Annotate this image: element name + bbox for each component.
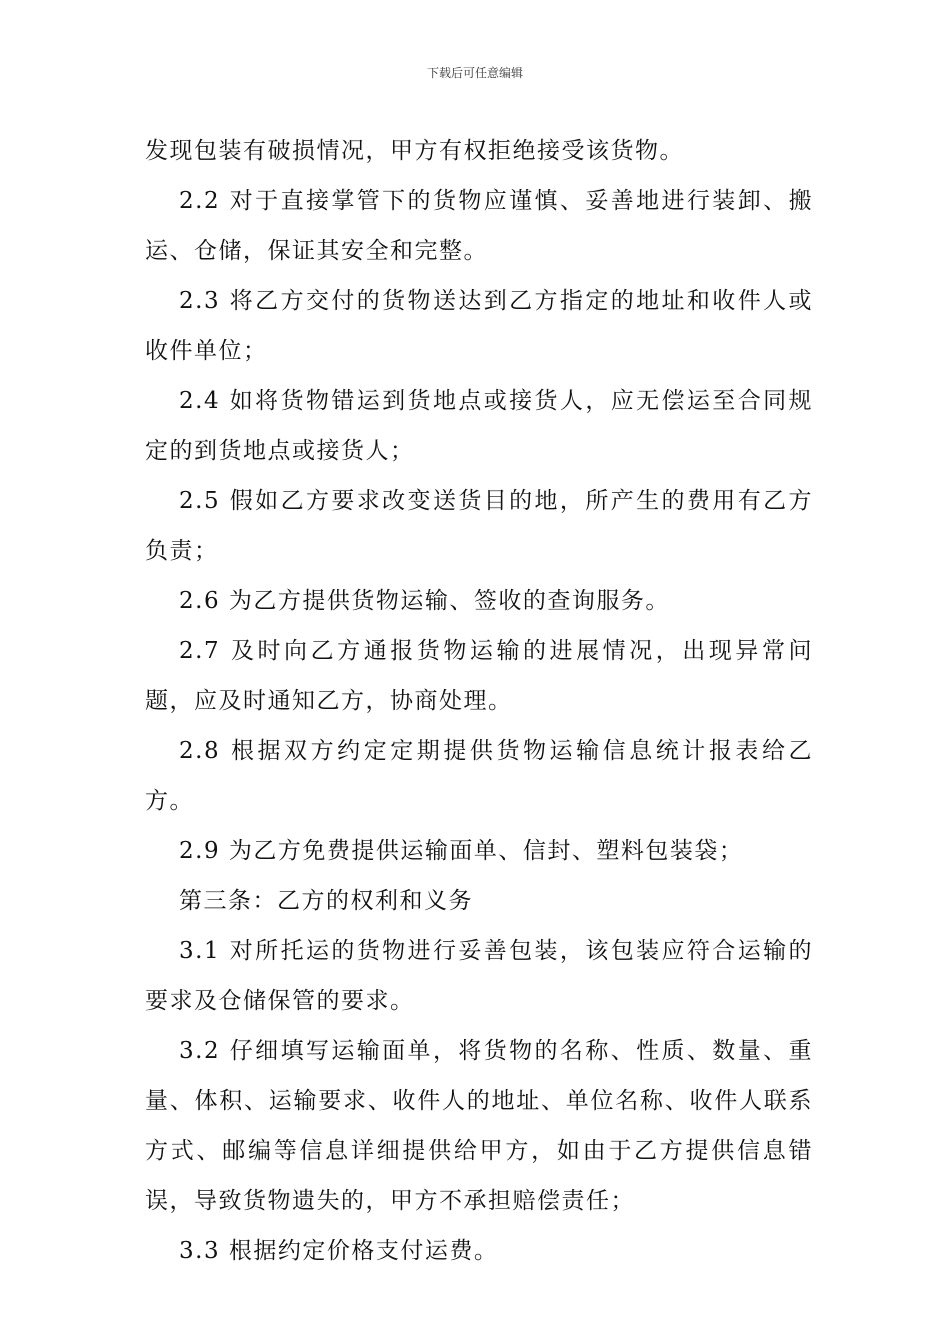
clause-2-2: 2.2 对于直接掌管下的货物应谨慎、妥善地进行装卸、搬运、仓储，保证其安全和完整。: [145, 188, 813, 264]
clause-2-9: 2.9 为乙方免费提供运输面单、信封、塑料包装袋；: [179, 838, 744, 864]
paragraph-continuation: 发现包装有破损情况，甲方有权拒绝接受该货物。: [145, 138, 684, 164]
clause-2-8: 2.8 根据双方约定定期提供货物运输信息统计报表给乙方。: [145, 738, 813, 814]
clause-2-3: 2.3 将乙方交付的货物送达到乙方指定的地址和收件人或收件单位；: [145, 288, 813, 364]
clause-3-2: 3.2 仔细填写运输面单，将货物的名称、性质、数量、重量、体积、运输要求、收件人的地址、单位名称、收件人联系方式、邮编等信息详细提供给甲方，如由于乙方提供信息错误，导致货物遗失的，甲方不承担赔偿责任；: [145, 1038, 813, 1214]
article-3-heading: 第三条：乙方的权利和义务: [179, 888, 473, 914]
page-header: 下载后可任意编辑: [426, 66, 523, 80]
document-body: [145, 126, 813, 1276]
clause-2-7: 2.7 及时向乙方通报货物运输的进展情况，出现异常问题，应及时通知乙方，协商处理。: [145, 638, 813, 714]
clause-2-5: 2.5 假如乙方要求改变送货目的地，所产生的费用有乙方负责；: [145, 488, 813, 564]
clause-3-3: 3.3 根据约定价格支付运费。: [179, 1238, 499, 1264]
clause-2-6: 2.6 为乙方提供货物运输、签收的查询服务。: [179, 588, 670, 614]
clause-2-4: 2.4 如将货物错运到货地点或接货人，应无偿运至合同规定的到货地点或接货人；: [145, 388, 813, 464]
clause-3-1: 3.1 对所托运的货物进行妥善包装，该包装应符合运输的要求及仓储保管的要求。: [145, 938, 813, 1014]
